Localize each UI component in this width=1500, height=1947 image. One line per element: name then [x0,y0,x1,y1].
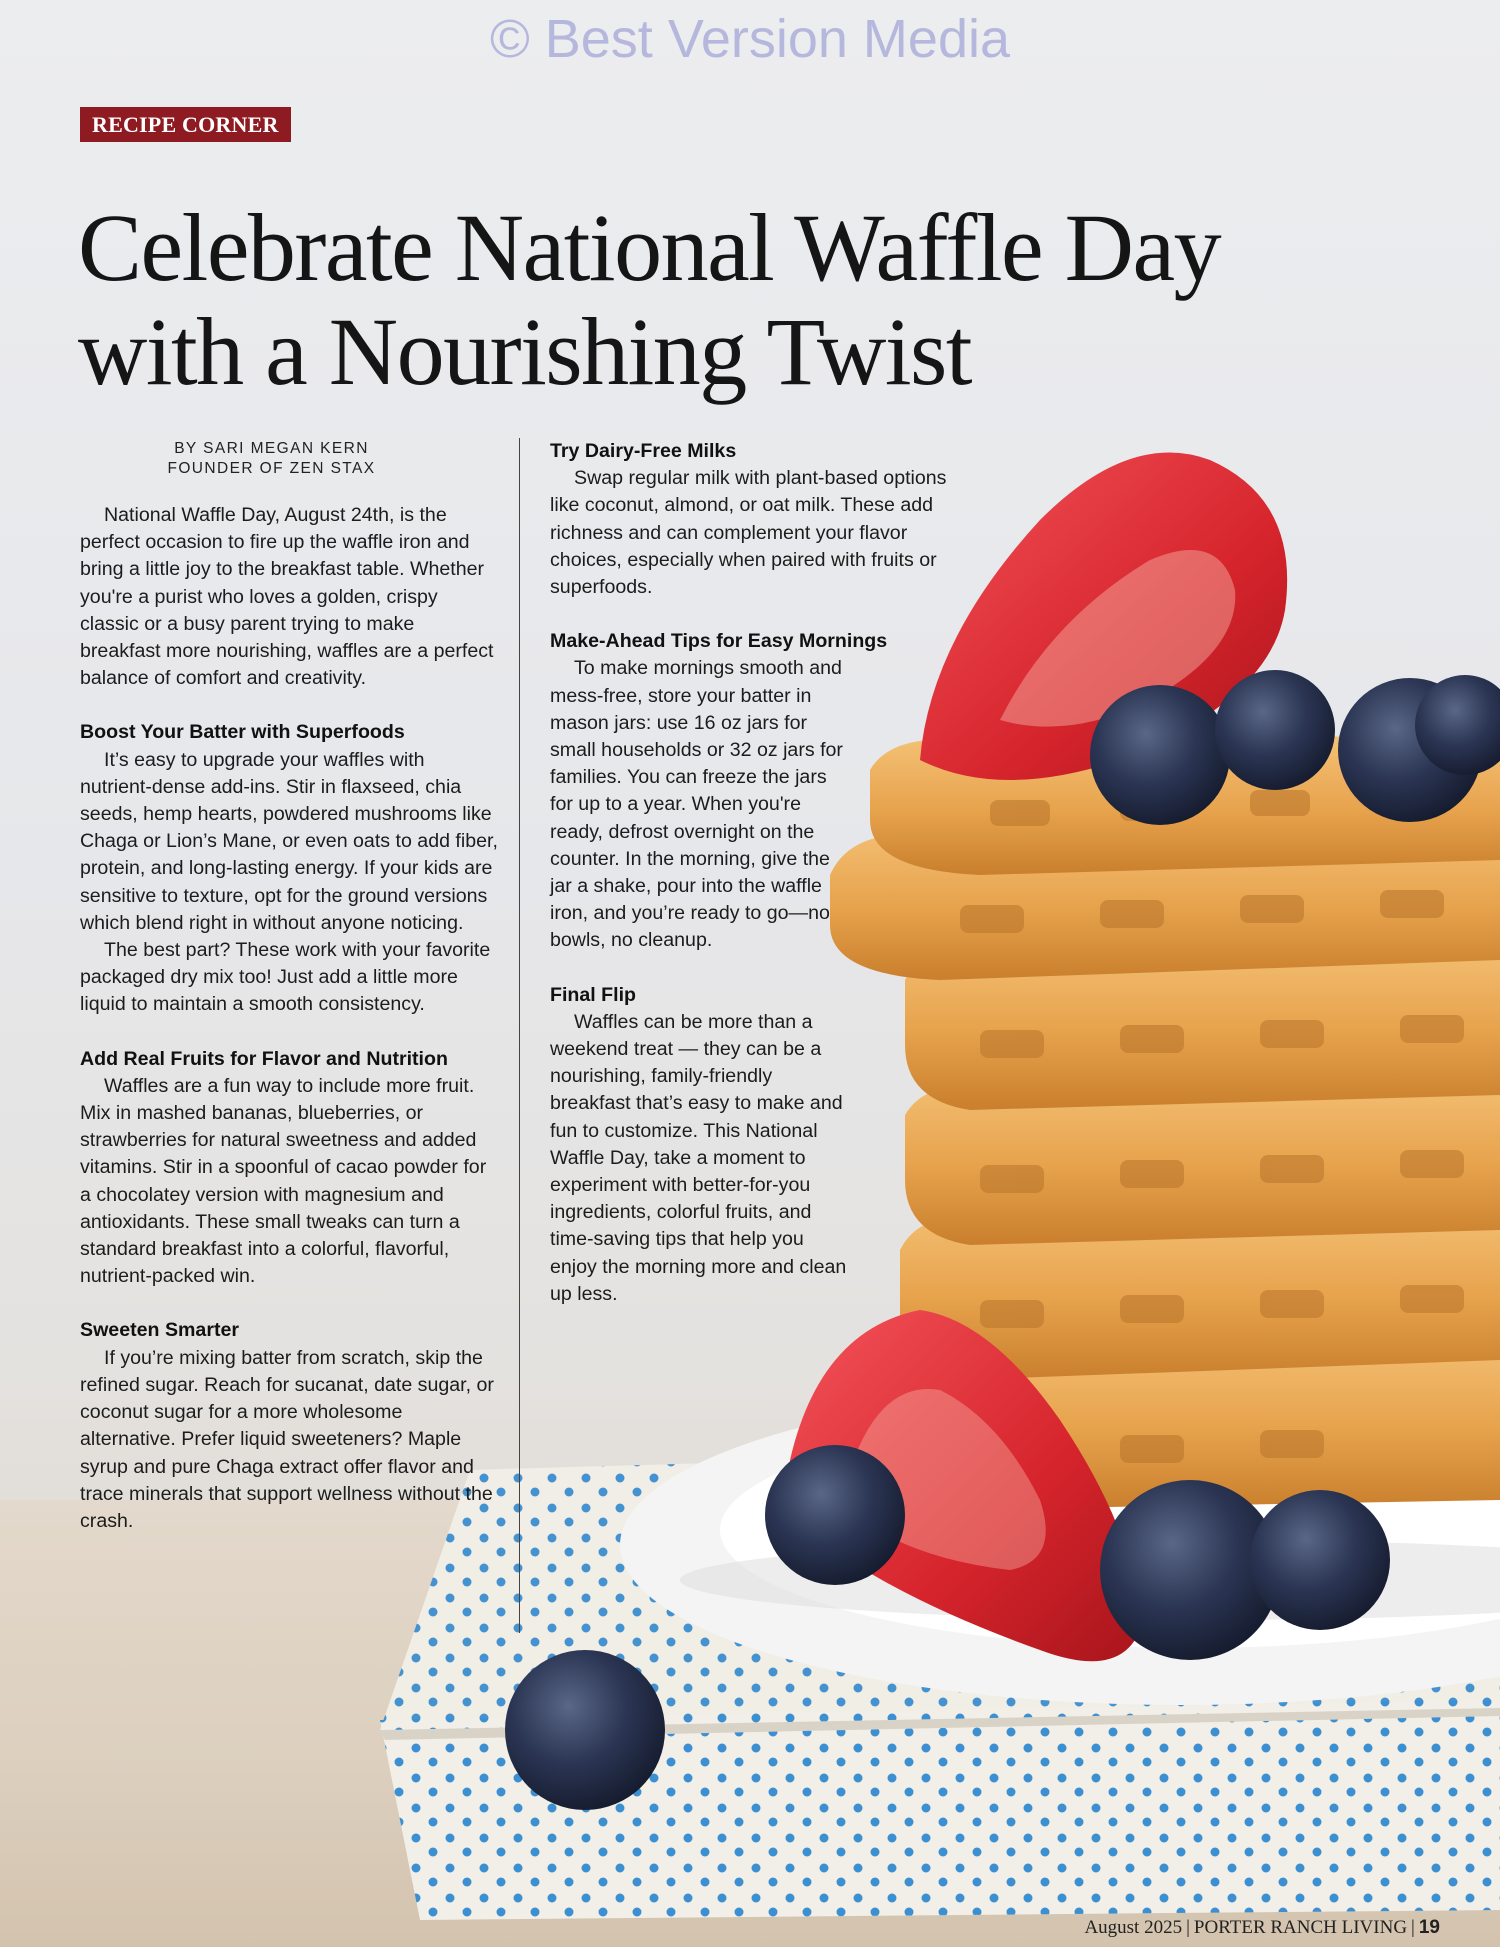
body-paragraph: If you’re mixing batter from scratch, skip the refined sugar. Reach for sucanat, date sugar, or coconut sugar for a more wholesome alternative. Prefer liquid sweeteners? Maple syrup and pure Chaga extract offer flavor and trace minerals that support wellness without the crash. [80,1346,494,1532]
body-paragraph: Waffles are a fun way to include more fruit. Mix in mashed bananas, blueberries, or strawberries for natural sweetness and added vitamins. Stir in a spoonful of cacao powder for a chocolatey version with magnesium and antioxidants. These small tweaks can turn a standard breakfast into a colorful, flavorful, nutrient-packed win. [80,1074,487,1288]
intro-paragraph: National Waffle Day, August 24th, is the perfect occasion to fire up the waffle iron and bring a little joy to the breakfast table. Whether you're a purist who loves a golden, crispy classic or a busy parent trying to make breakfast more nourishing, waffles are a perfect balance of comfort and creativity. [80,504,494,690]
section-heading: Boost Your Batter with Superfoods [80,721,405,744]
body-paragraph: Waffles can be more than a weekend treat — they can be a nourishing, family-friendly breakfast that’s easy to make and fun to customize. This National Waffle Day, take a moment to experiment with better-for-you ingredients, colorful fruits, and time-saving tips that help you enjoy the morning more and clean up less. [550,1010,847,1305]
page-footer: August 2025 | PORTER RANCH LIVING | 19 [1084,1917,1440,1938]
byline [80,439,463,479]
watermark: © Best Version Media [489,9,1011,69]
body-paragraph: Swap regular milk with plant-based options like coconut, almond, or oat milk. These add richness and can complement your flavor choices, especially when paired with fruits or superfoods. [550,467,947,599]
section-heading: Add Real Fruits for Flavor and Nutrition [80,1047,448,1070]
article-column-2 [550,438,970,1308]
body-paragraph: It’s easy to upgrade your waffles with nutrient-dense add-ins. Stir in flaxseed, chia seeds, hemp hearts, powdered mushrooms like Chaga or Lion’s Mane, or even oats to add fiber, protein, and long-lasting energy. If your kids are sensitive to texture, opt for the ground versions which blend right in without anyone noticing. [80,748,498,934]
page-title [78,196,1458,404]
footer-date: August 2025 [1084,1917,1183,1938]
section-heading: Try Dairy-Free Milks [550,440,737,462]
section-heading: Sweeten Smarter [80,1319,239,1342]
body-paragraph: To make mornings smooth and mess-free, store your batter in mason jars: use 16 oz jars for small households or 32 oz jars for families. You can freeze the jars for up to a year. When you're ready, defrost overnight on the counter. In the morning, give the jar a shake, pour into the waffle iron, and you’re ready to go—no bowls, no cleanup. [550,657,843,952]
title-line-2: with a Nourishing Twist [78,298,972,405]
title-line-1: Celebrate National Waffle Day [78,194,1221,301]
footer-publication: PORTER RANCH LIVING [1193,1917,1408,1938]
section-heading: Make-Ahead Tips for Easy Mornings [550,630,888,653]
page-number: 19 [1418,1917,1440,1938]
byline-role: FOUNDER OF ZEN STAX [167,460,376,477]
byline-author: BY SARI MEGAN KERN [174,440,369,457]
column-divider [519,438,520,1633]
body-paragraph: The best part? These work with your favorite packaged dry mix too! Just add a little more liquid to maintain a smooth consistency. [80,939,491,1016]
section-tag: RECIPE CORNER [80,107,291,142]
article-column-1 [80,502,500,1535]
section-heading: Final Flip [550,983,636,1006]
